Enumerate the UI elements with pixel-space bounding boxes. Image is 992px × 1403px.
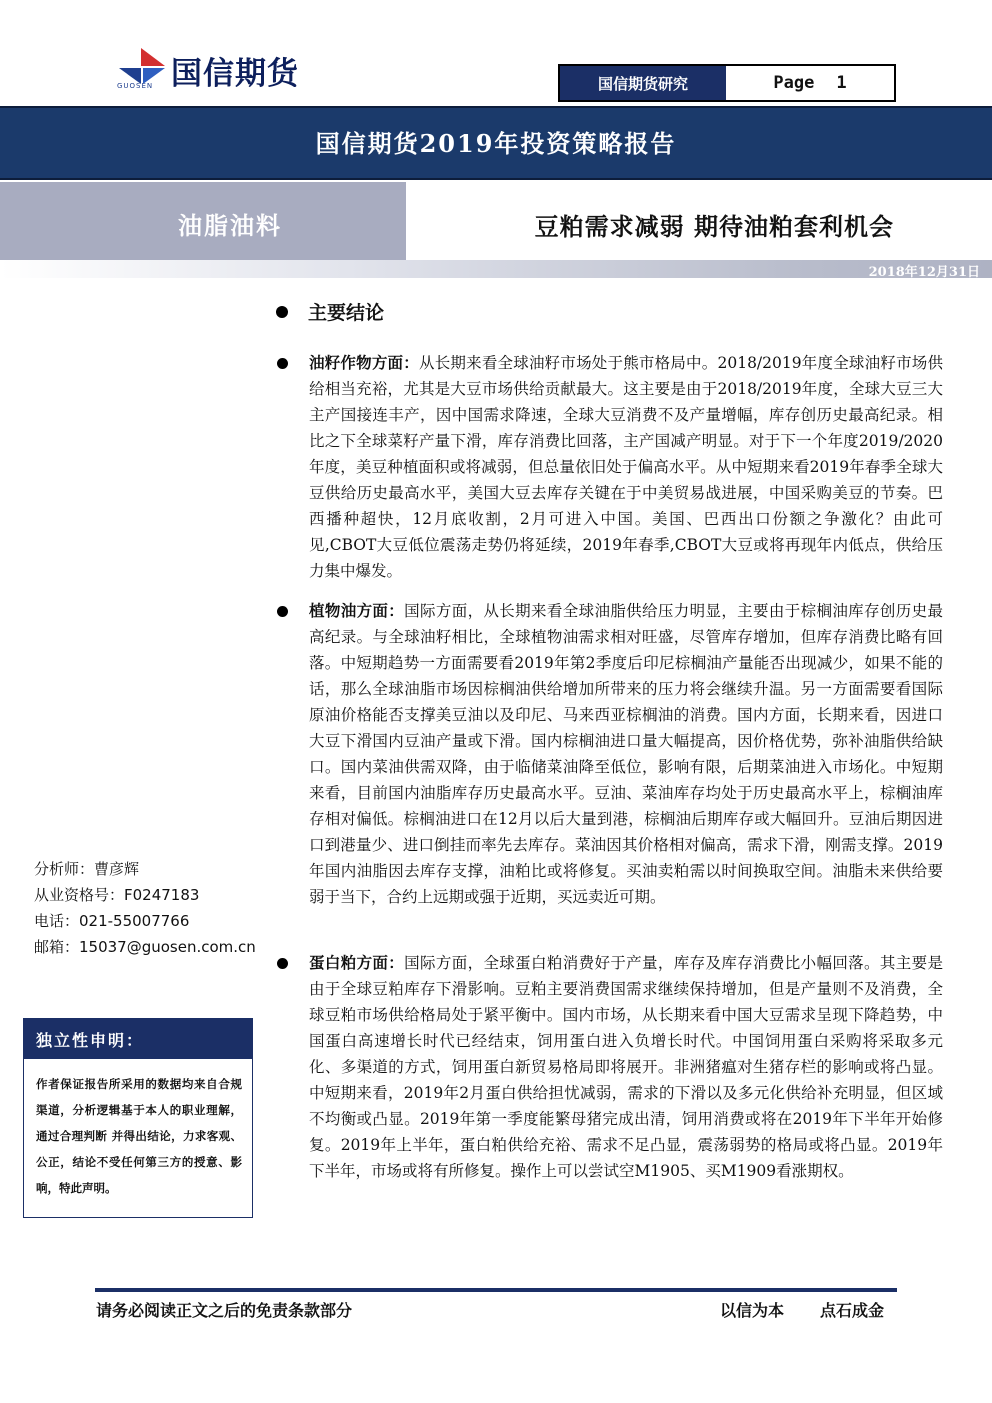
report-date: 2018年12月31日 xyxy=(868,265,980,280)
bullet-icon xyxy=(277,606,288,617)
research-label: 国信期货研究 xyxy=(560,66,726,100)
report-subtitle: 豆粕需求减弱 期待油粕套利机会 xyxy=(534,212,894,241)
paragraph-label: 蛋白粕方面： xyxy=(309,953,405,972)
paragraph-body: 国际方面，从长期来看全球油脂供给压力明显，主要由于棕榈油库存创历史最高纪录。与全球油籽相比，全球植物油需求相对旺盛，尽管库存增加，但库存消费比略有回落。中短期趋势一方面需要看2019年第2季度后印尼棕榈油产量能否出现减少，如果不能的话，那么全球油脂市场因棕榈油供给增加所带来的压力将会继续升温。另一方面需要看国际原油价格能否支撑美豆油以及印尼、马来西亚棕榈油的消费。国内方面，长期来看，因进口大豆下滑国内豆油产量或下滑。国内棕榈油进口量大幅提高，因价格优势，弥补油脂供给缺口。国内菜油供需双降，由于临储菜油降至低位，影响有限，后期菜油进入市场化。中短期来看，目前国内油脂库存历史最高水平。豆油、菜油库存均处于历史最高水平上，棕榈油库存相对偏低。棕榈油进口在12月以后大量到港，棕榈油后期库存或大幅回升。豆油后期因进口到港量少、进口倒挂而率先去库存。菜油因其价格相对偏高，需求下滑，刚需支撑。2019年国内油脂因去库存支撑，油粕比或将修复。买油卖粕需以时间换取空间。油脂未来供给要弱于当下，合约上远期或强于近期，买远卖近可期。 xyxy=(309,602,943,906)
analyst-info xyxy=(34,856,256,960)
footer-slogan-2: 点石成金 xyxy=(820,1301,885,1320)
company-logo xyxy=(115,46,345,94)
paragraph-vegetable-oil xyxy=(277,598,943,910)
paragraph-body: 从长期来看全球油籽市场处于熊市格局中。2018/2019年度全球油籽市场供给相当充裕，尤其是大豆市场供给贡献最大。这主要是由于2018/2019年度，全球大豆三大主产国接连丰产，因中国需求降速，全球大豆消费不及产量增幅，库存创历史最高纪录。相比之下全球菜籽产量下滑，库存消费比回落，主产国减产明显。对于下一个年度2019/2020年度，美豆种植面积或将减弱，但总量依旧处于偏高水平。从中短期来看2019年春季全球大豆供给历史最高水平，美国大豆去库存关键在于中美贸易战进展，中国采购美豆的节奏。巴西播种超快，12月底收割，2月可进入中国。美国、巴西出口份额之争激化？由此可见,CBOT大豆低位震荡走势仍将延续，2019年春季,CBOT大豆或将再现年内低点，供给压力集中爆发。 xyxy=(309,354,943,580)
analyst-phone: 电话：021-55007766 xyxy=(34,912,190,930)
subtitle-band xyxy=(406,182,992,260)
paragraph-text xyxy=(309,598,943,910)
independence-statement xyxy=(23,1018,253,1218)
footer-slogan xyxy=(720,1298,884,1321)
bullet-icon xyxy=(277,358,288,369)
paragraph-protein-meal xyxy=(277,950,943,1184)
footer-divider xyxy=(95,1288,897,1292)
logo-subtext: GUOSEN xyxy=(117,82,154,90)
paragraph-text xyxy=(309,350,943,584)
paragraph-label: 油籽作物方面： xyxy=(309,353,419,372)
analyst-email: 邮箱：15037@guosen.com.cn xyxy=(34,938,256,956)
section-heading-text: 主要结论 xyxy=(308,302,385,324)
section-heading xyxy=(276,298,384,325)
analyst-name: 分析师：曹彦辉 xyxy=(34,860,140,878)
paragraph-label: 植物油方面： xyxy=(309,601,405,620)
title-bar xyxy=(0,106,992,180)
paragraph-body: 国际方面，全球蛋白粕消费好于产量，库存及库存消费比小幅回落。其主要是由于全球豆粕库存下滑影响。豆粕主要消费国需求继续保持增加，但是产量则不及消费，全球豆粕市场供给格局处于紧平衡中。国内市场，从长期来看中国大豆需求呈现下降趋势，中国蛋白高速增长时代已经结束，饲用蛋白进入负增长时代。中国饲用蛋白采购将采取多元化、多渠道的方式，饲用蛋白新贸易格局即将展开。非洲猪瘟对生猪存栏的影响或将凸显。中短期来看，2019年2月蛋白供给担忧减弱，需求的下滑以及多元化供给补充明显，但区域不均衡或凸显。2019年第一季度能繁母猪完成出清，饲用消费或将在2019年下半年开始修复。2019年上半年，蛋白粕供给充裕、需求不足凸显，震荡弱势的格局或将凸显。2019年下半年，市场或将有所修复。操作上可以尝试空M1905、买M1909看涨期权。 xyxy=(309,954,943,1180)
bullet-icon xyxy=(276,306,288,318)
page-indicator xyxy=(726,66,894,100)
statement-heading: 独立性申明： xyxy=(24,1019,252,1059)
page-number: 1 xyxy=(836,73,847,93)
header-info-box xyxy=(558,64,896,102)
sector-label: 油脂油料 xyxy=(178,211,282,240)
date-band xyxy=(0,260,992,278)
footer-notice: 请务必阅读正文之后的免责条款部分 xyxy=(96,1301,353,1320)
footer-slogan-1: 以信为本 xyxy=(720,1301,785,1320)
sector-band xyxy=(0,182,406,260)
paragraph-text xyxy=(309,950,943,1184)
logo-text: 国信期货 xyxy=(171,56,299,92)
page-label: Page xyxy=(773,73,815,93)
statement-body: 作者保证报告所采用的数据均来自合规渠道，分析逻辑基于本人的职业理解，通过合理判断 并得出结论，力求客观、公正，结论不受任何第三方的授意、影响，特此声明。 xyxy=(36,1077,242,1195)
report-title: 国信期货2019年投资策略报告 xyxy=(315,129,677,158)
analyst-cert: 从业资格号：F0247183 xyxy=(34,886,200,904)
bullet-icon xyxy=(277,958,288,969)
paragraph-oilseed xyxy=(277,350,943,584)
